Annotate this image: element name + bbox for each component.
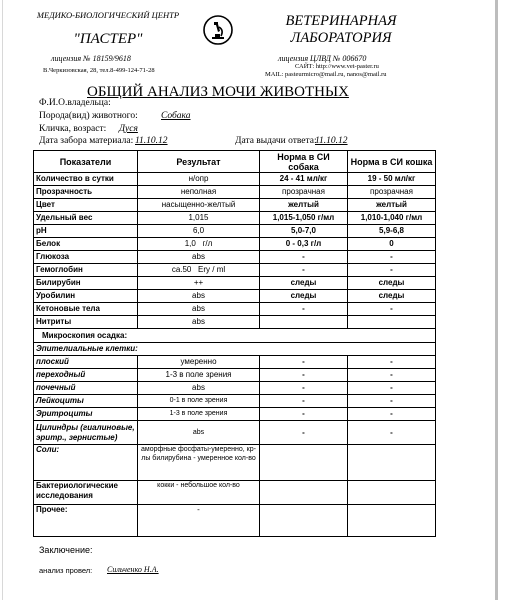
row-norm-dog: -: [260, 303, 348, 316]
row-norm-cat: 5,9-6,8: [348, 225, 436, 238]
lab-address: В.Черкизовская, 28, тел.8-499-124-71-28: [43, 67, 155, 74]
row-norm-dog: следы: [260, 277, 348, 290]
row-result: 6,0: [138, 225, 260, 238]
microscope-icon: [203, 15, 233, 45]
row-norm-cat: следы: [348, 277, 436, 290]
row-param: плоский: [34, 356, 138, 369]
row-param: Прочее:: [34, 505, 138, 537]
row-result: кокки - небольшое кол-во: [138, 481, 260, 505]
row-result: аморфные фосфаты-умеренно, кр-лы билирубина - умеренное кол-во: [138, 445, 260, 481]
row-param: Нитриты: [34, 316, 138, 329]
lab-license: лицензия № 18159/9618: [51, 54, 131, 63]
row-result: abs: [138, 421, 260, 445]
row-param: Цилиндры (гиалиновые, эритр., зернистые): [34, 421, 138, 445]
table-row: [34, 445, 436, 481]
row-param: Бактериологические исследования: [34, 481, 138, 505]
sample-date: 11.10.12: [135, 136, 168, 146]
row-norm-cat: 1,010-1,040 г/мл: [348, 212, 436, 225]
table-row: [34, 290, 436, 303]
header-param: Показатели: [34, 151, 138, 173]
row-norm-dog: -: [260, 369, 348, 382]
row-param: Кетоновые тела: [34, 303, 138, 316]
row-norm-dog: -: [260, 251, 348, 264]
table-row: [34, 369, 436, 382]
nick-value: Дуся: [119, 124, 138, 134]
row-result: 1,015: [138, 212, 260, 225]
row-result: 1,0 г/л: [138, 238, 260, 251]
row-norm-dog: -: [260, 382, 348, 395]
row-norm-cat: [348, 505, 436, 537]
row-param: Количество в сутки: [34, 173, 138, 186]
row-result: н/опр: [138, 173, 260, 186]
row-norm-cat: [348, 445, 436, 481]
table-row: [34, 316, 436, 329]
row-result: abs: [138, 290, 260, 303]
analyst-label: анализ провел:: [39, 566, 93, 575]
table-row: [34, 356, 436, 369]
row-norm-dog: 0 - 0,3 г/л: [260, 238, 348, 251]
answer-date: 11.10.12: [315, 136, 348, 146]
row-norm-dog: -: [260, 395, 348, 408]
row-norm-cat: [348, 481, 436, 505]
results-table: [33, 150, 436, 537]
document-page: [2, 0, 496, 600]
row-norm-cat: -: [348, 382, 436, 395]
table-row: [34, 173, 436, 186]
micro-section-title: Микроскопия осадка:: [34, 329, 436, 343]
row-norm-dog: -: [260, 356, 348, 369]
row-norm-cat: -: [348, 408, 436, 421]
row-norm-cat: -: [348, 303, 436, 316]
row-norm-cat: -: [348, 264, 436, 277]
row-result: abs: [138, 316, 260, 329]
table-row: [34, 395, 436, 408]
row-param: Цвет: [34, 199, 138, 212]
row-norm-dog: следы: [260, 290, 348, 303]
row-norm-dog: [260, 445, 348, 481]
row-norm-dog: [260, 316, 348, 329]
owner-label: Ф.И.О.владельца:: [39, 98, 111, 108]
section-row: [34, 329, 436, 343]
lab-brand: "ПАСТЕР": [73, 31, 143, 47]
row-result: умеренно: [138, 356, 260, 369]
row-norm-cat: 0: [348, 238, 436, 251]
table-row: [34, 225, 436, 238]
document-title: ОБЩИЙ АНАЛИЗ МОЧИ ЖИВОТНЫХ: [87, 84, 349, 100]
row-param: почечный: [34, 382, 138, 395]
header-norm-dog: Норма в СИ собака: [260, 151, 348, 173]
table-row: [34, 421, 436, 445]
nick-label: Кличка, возраст:: [39, 124, 107, 134]
table-row: [34, 251, 436, 264]
row-norm-cat: [348, 316, 436, 329]
row-param: Гемоглобин: [34, 264, 138, 277]
row-norm-dog: -: [260, 408, 348, 421]
row-param: pH: [34, 225, 138, 238]
row-param: Уробилин: [34, 290, 138, 303]
table-row: [34, 505, 436, 537]
row-result: 0-1 в поле зрения: [138, 395, 260, 408]
row-norm-dog: [260, 505, 348, 537]
breed-label: Порода(вид) животного:: [39, 111, 138, 121]
row-param: Прозрачность: [34, 186, 138, 199]
row-result: ca.50 Ery / ml: [138, 264, 260, 277]
header-norm-cat: Норма в СИ кошка: [348, 151, 436, 173]
section-row: [34, 343, 436, 356]
table-row: [34, 238, 436, 251]
table-row: [34, 212, 436, 225]
row-norm-cat: -: [348, 421, 436, 445]
row-norm-cat: -: [348, 356, 436, 369]
vet-license: лицензия ЦЛВД № 006670: [278, 54, 367, 63]
vet-lab-title: ВЕТЕРИНАРНАЯ ЛАБОРАТОРИЯ: [285, 13, 397, 46]
epi-section-title: Эпителиальные клетки:: [34, 343, 436, 356]
row-param: Лейкоциты: [34, 395, 138, 408]
table-row: [34, 303, 436, 316]
header-result: Результат: [138, 151, 260, 173]
row-norm-dog: 5,0-7,0: [260, 225, 348, 238]
row-param: Белок: [34, 238, 138, 251]
row-param: переходный: [34, 369, 138, 382]
row-norm-cat: -: [348, 251, 436, 264]
row-norm-cat: желтый: [348, 199, 436, 212]
answer-date-label: Дата выдачи ответа:: [235, 136, 317, 146]
breed-value: Собака: [161, 111, 191, 121]
table-row: [34, 408, 436, 421]
lab-name: МЕДИКО-БИОЛОГИЧЕСКИЙ ЦЕНТР: [36, 10, 180, 20]
table-row: [34, 481, 436, 505]
row-norm-dog: -: [260, 421, 348, 445]
vet-mail: MAIL: pasteurmicro@mail.ru, nanos@mail.ru: [265, 71, 387, 78]
row-norm-dog: 1,015-1,050 г/мл: [260, 212, 348, 225]
row-result: насыщенно-желтый: [138, 199, 260, 212]
table-row: [34, 277, 436, 290]
sample-date-label: Дата забора материала:: [39, 136, 134, 146]
row-param: Билирубин: [34, 277, 138, 290]
table-row: [34, 264, 436, 277]
row-norm-cat: 19 - 50 мл/кг: [348, 173, 436, 186]
analyst-name: Сильченко Н.А.: [107, 565, 159, 574]
row-result: неполная: [138, 186, 260, 199]
table-row: [34, 382, 436, 395]
row-param: Глюкоза: [34, 251, 138, 264]
row-norm-dog: [260, 481, 348, 505]
row-result: -: [138, 505, 260, 537]
row-result: 1-3 в поле зрения: [138, 369, 260, 382]
table-row: [34, 199, 436, 212]
row-param: Соли:: [34, 445, 138, 481]
row-norm-dog: желтый: [260, 199, 348, 212]
row-result: abs: [138, 251, 260, 264]
conclusion-label: Заключение:: [39, 545, 93, 555]
row-norm-dog: -: [260, 264, 348, 277]
row-result: ++: [138, 277, 260, 290]
row-result: 1-3 в поле зрения: [138, 408, 260, 421]
row-norm-cat: -: [348, 369, 436, 382]
row-norm-dog: прозрачная: [260, 186, 348, 199]
table-header-row: [34, 151, 436, 173]
page-shadow: [495, 0, 498, 600]
row-norm-cat: прозрачная: [348, 186, 436, 199]
row-norm-cat: следы: [348, 290, 436, 303]
row-param: Эритроциты: [34, 408, 138, 421]
row-norm-dog: 24 - 41 мл/кг: [260, 173, 348, 186]
row-norm-cat: -: [348, 395, 436, 408]
row-param: Удельный вес: [34, 212, 138, 225]
vet-site: САЙТ: http://www.vet-paster.ru: [295, 63, 379, 70]
table-row: [34, 186, 436, 199]
row-result: abs: [138, 382, 260, 395]
row-result: abs: [138, 303, 260, 316]
